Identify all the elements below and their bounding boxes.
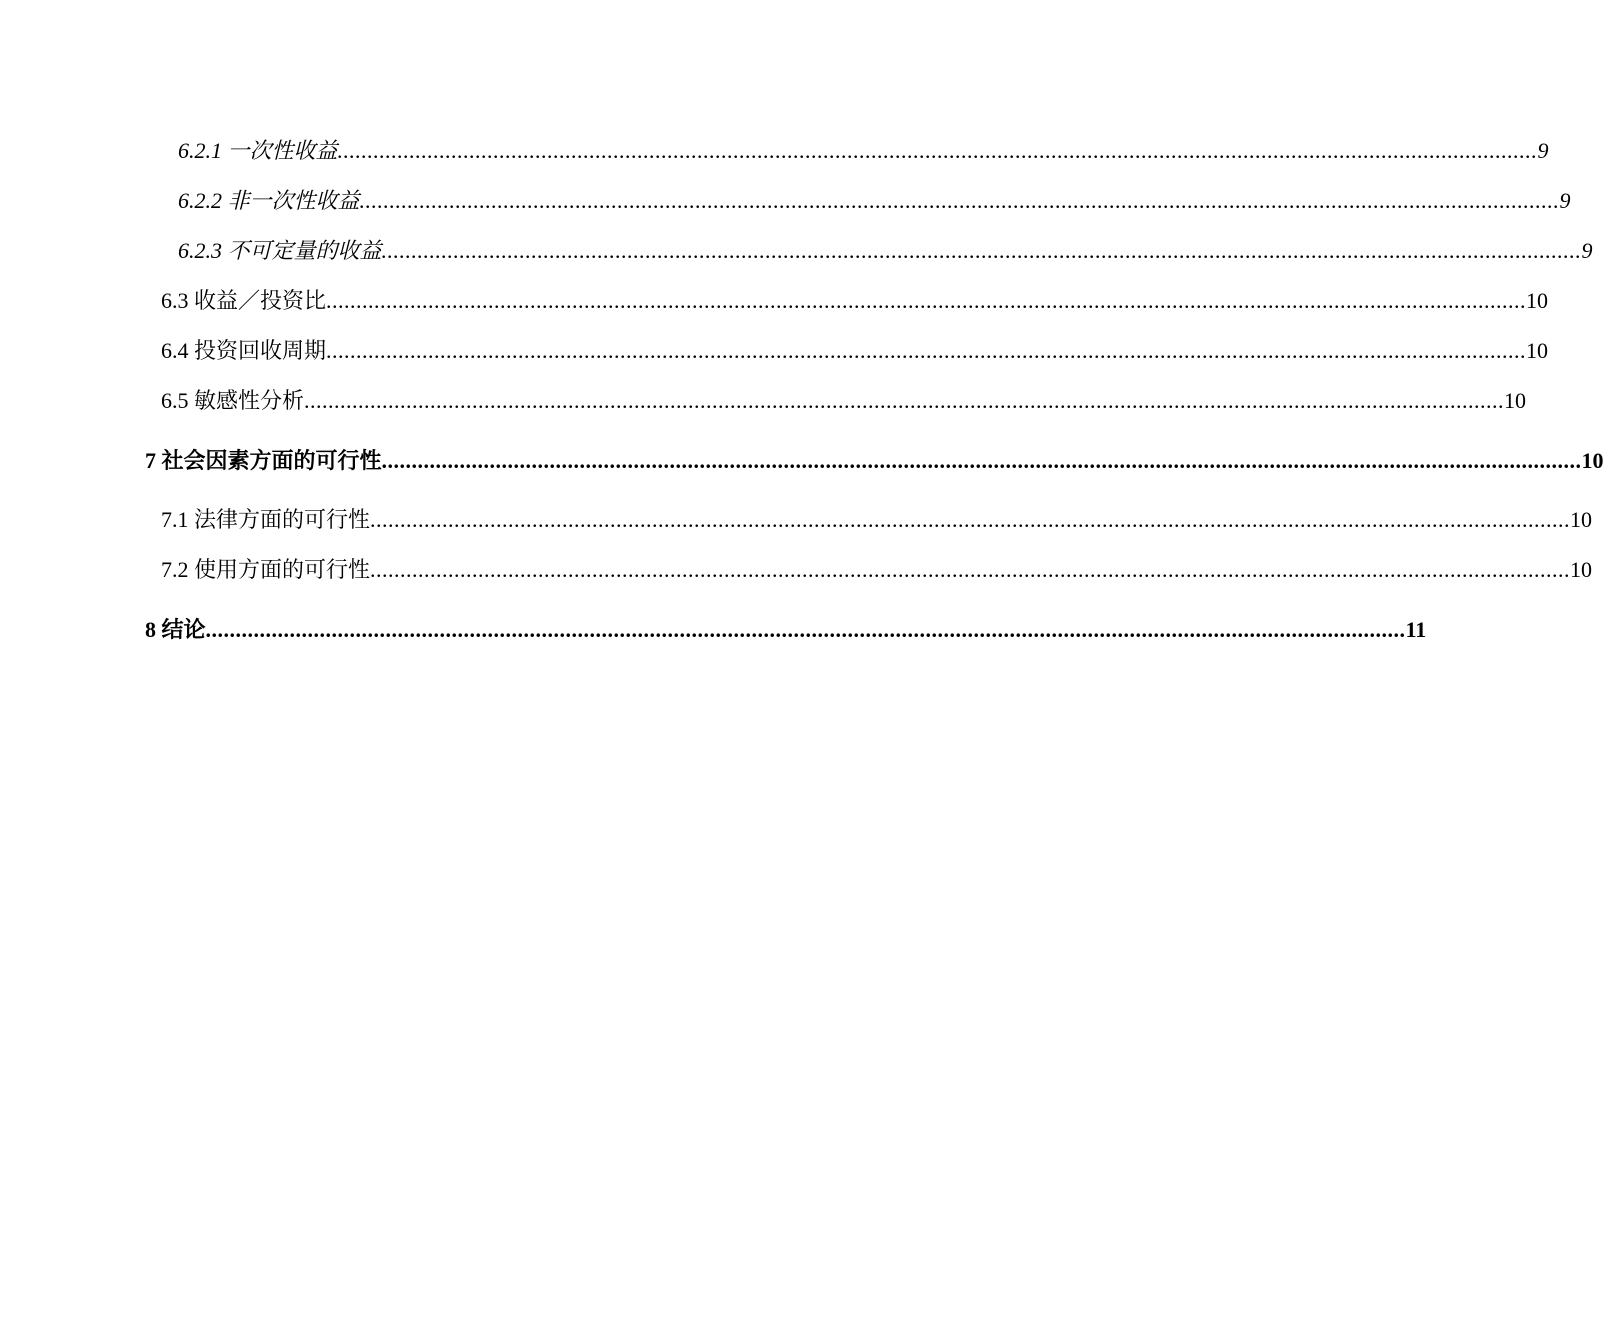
toc-entry-label: 6.2.1 一次性收益 — [178, 138, 338, 163]
toc-entry-page: 10 — [1504, 388, 1527, 413]
toc-entry-label: 8 结论 — [145, 617, 206, 642]
toc-entry-label: 7.2 使用方面的可行性 — [161, 557, 371, 582]
toc-entry-label: 7 社会因素方面的可行性 — [145, 448, 382, 473]
toc-entry-page: 10 — [1526, 288, 1549, 313]
toc-entry-7[interactable] — [145, 446, 1604, 476]
toc-entry-page: 10 — [1581, 448, 1604, 473]
toc-entry-label: 6.2.2 非一次性收益 — [178, 188, 360, 213]
dot-leader: ........................................................................................................................................................................................................ — [370, 557, 1571, 582]
toc-entry-page: 9 — [1559, 188, 1571, 213]
toc-entry-6-2-1[interactable] — [178, 136, 1549, 166]
toc-entry-page: 10 — [1570, 507, 1593, 532]
toc-entry-page: 10 — [1526, 338, 1549, 363]
toc-entry-6-5[interactable] — [161, 386, 1527, 416]
toc-entry-6-4[interactable] — [161, 336, 1549, 366]
dot-leader: ........................................................................................................................................................................................................ — [304, 388, 1505, 413]
dot-leader: ........................................................................................................................................................................................................ — [205, 617, 1406, 642]
dot-leader: ........................................................................................................................................................................................................ — [337, 138, 1538, 163]
toc-entry-6-2-3[interactable] — [178, 236, 1593, 266]
dot-leader: ........................................................................................................................................................................................................ — [326, 338, 1527, 363]
toc-entry-label: 6.5 敏感性分析 — [161, 388, 305, 413]
toc-entry-page: 11 — [1405, 617, 1427, 642]
dot-leader: ........................................................................................................................................................................................................ — [326, 288, 1527, 313]
toc-entry-8[interactable] — [145, 615, 1427, 645]
toc-entry-6-2-2[interactable] — [178, 186, 1571, 216]
toc-entry-label: 6.2.3 不可定量的收益 — [178, 238, 382, 263]
toc-entry-label: 7.1 法律方面的可行性 — [161, 507, 371, 532]
dot-leader: ........................................................................................................................................................................................................ — [359, 188, 1560, 213]
dot-leader: ........................................................................................................................................................................................................ — [370, 507, 1571, 532]
toc-entry-label: 6.3 收益／投资比 — [161, 288, 327, 313]
toc-entry-7-1[interactable] — [161, 505, 1593, 535]
toc-entry-7-2[interactable] — [161, 555, 1593, 585]
toc-entry-page: 10 — [1570, 557, 1593, 582]
toc-entry-6-3[interactable] — [161, 286, 1549, 316]
dot-leader: ........................................................................................................................................................................................................ — [381, 238, 1582, 263]
dot-leader: ........................................................................................................................................................................................................ — [381, 448, 1582, 473]
toc-entry-label: 6.4 投资回收周期 — [161, 338, 327, 363]
toc-entry-page: 9 — [1537, 138, 1549, 163]
toc-entry-page: 9 — [1581, 238, 1593, 263]
